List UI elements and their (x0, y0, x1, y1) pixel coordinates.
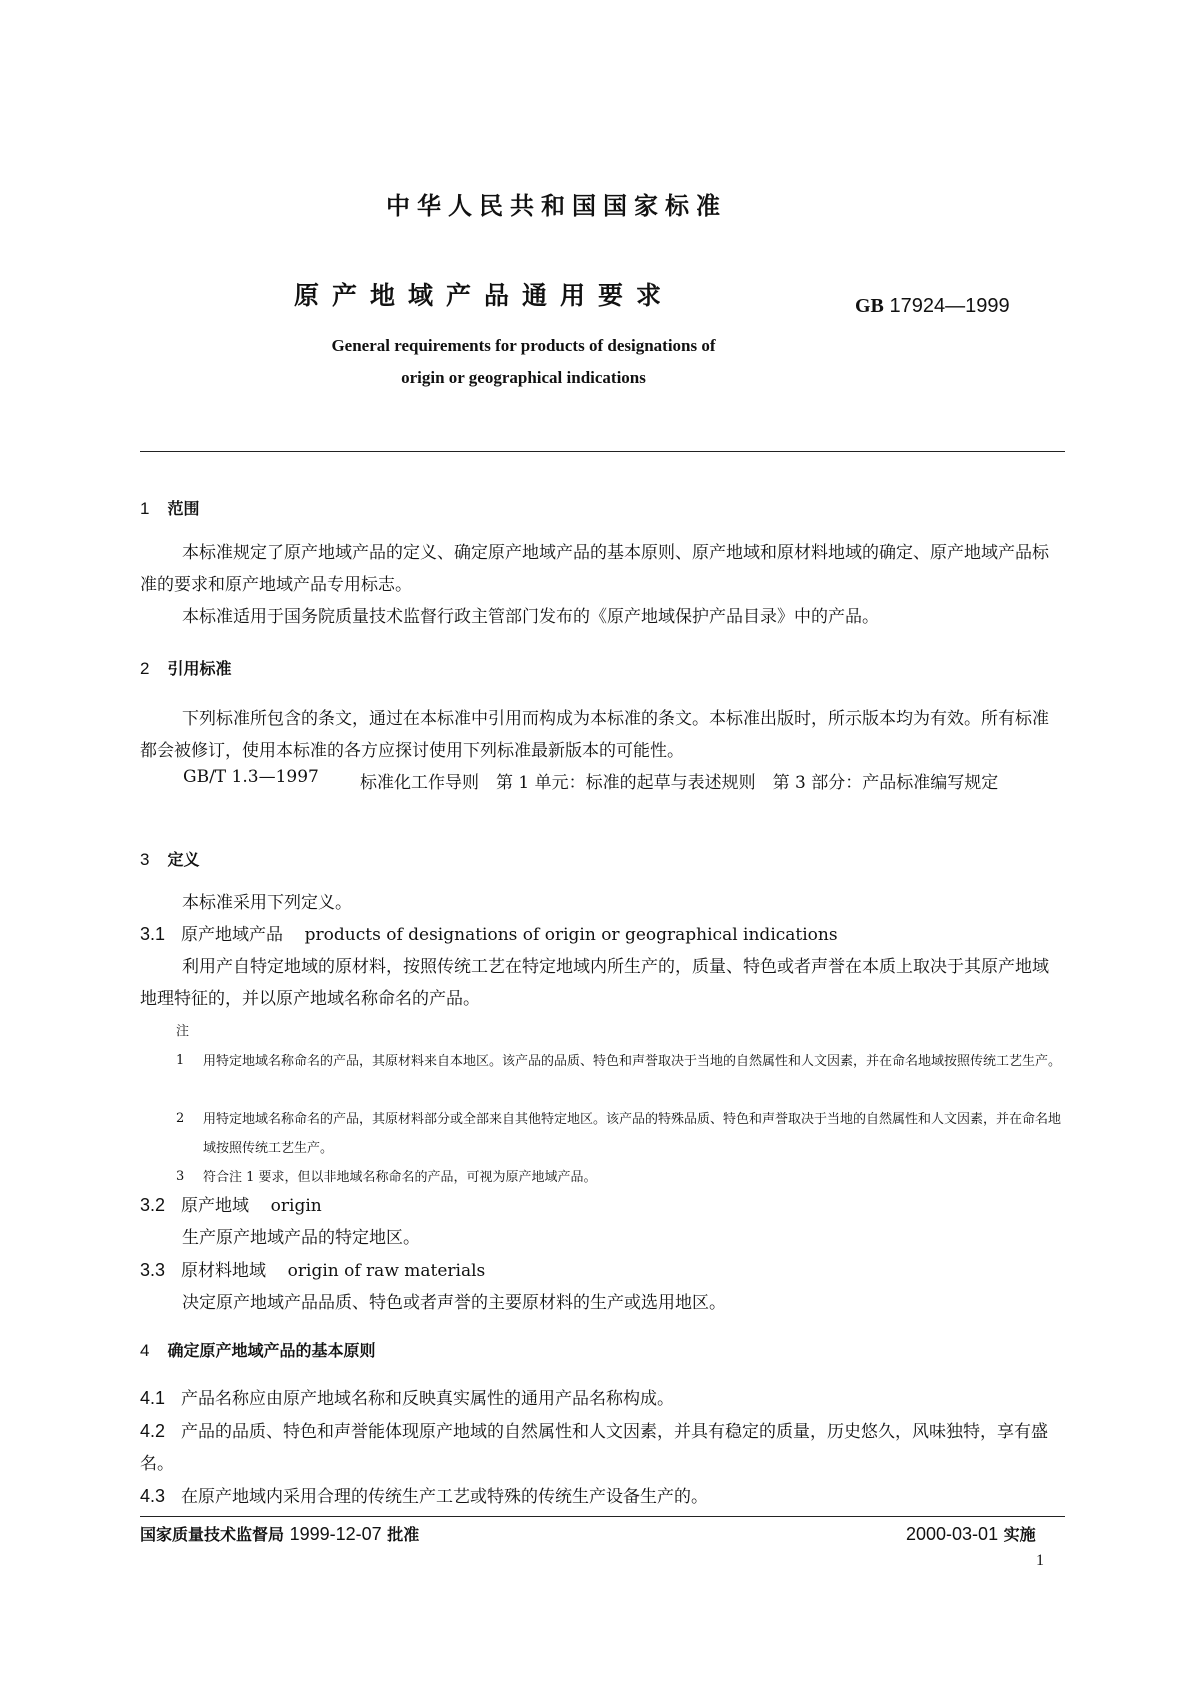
section-4-heading: 4 确定原产地域产品的基本原则 (140, 1341, 376, 1360)
note-label: 注 (176, 1024, 190, 1039)
approval-label: 批准 (387, 1525, 420, 1544)
footer-divider (140, 1516, 1065, 1517)
definition-3-2-heading: 3.2 原产地域 origin (140, 1195, 322, 1216)
clause-4-3: 4.3 在原产地域内采用合理的传统生产工艺或特殊的传统生产设备生产的。 (140, 1486, 709, 1507)
definition-3-1-text: 利用产自特定地域的原材料，按照传统工艺在特定地域内所生产的，质量、特色或者声誉在本质上取决于其原产地域地理特征的，并以原产地域名称命名的产品。 (140, 957, 1049, 1009)
approval-date: 1999-12-07 (289, 1524, 382, 1544)
clause-4-1: 4.1 产品名称应由原产地域名称和反映真实属性的通用产品名称构成。 (140, 1388, 675, 1409)
page-number: 1 (1036, 1552, 1044, 1569)
section-3-heading: 3 定义 (140, 850, 200, 869)
note-1-number: 1 (176, 1053, 185, 1068)
gb-prefix: GB (855, 295, 884, 317)
definition-3-2-en: origin (270, 1196, 322, 1216)
section-1-paragraph-1: 本标准规定了原产地域产品的定义、确定原产地域产品的基本原则、原产地域和原材料地域的确定、原产地域产品标准的要求和原产地域产品专用标志。 (140, 543, 1049, 595)
definition-3-3-text: 决定原产地域产品品质、特色或者声誉的主要原材料的生产或选用地区。 (182, 1293, 726, 1313)
section-1-paragraph-2: 本标准适用于国务院质量技术监督行政主管部门发布的《原产地域保护产品目录》中的产品。 (182, 607, 879, 627)
definition-3-2-text: 生产原产地域产品的特定地区。 (182, 1228, 420, 1248)
note-3-number: 3 (176, 1169, 185, 1184)
gb-number: 17924—1999 (889, 295, 1010, 317)
header-divider (140, 451, 1065, 452)
note-3-text: 符合注 1 要求，但以非地域名称命名的产品，可视为原产地域产品。 (203, 1170, 597, 1185)
national-standard-heading: 中华人民共和国国家标准 (386, 192, 727, 220)
issuer: 国家质量技术监督局 (140, 1525, 285, 1544)
effective-date: 2000-03-01 (906, 1524, 999, 1544)
definition-3-1-en: products of designations of origin or geographical indications (304, 925, 838, 945)
note-2-text: 用特定地域名称命名的产品，其原材料部分或全部来自其他特定地区。该产品的特殊品质、特色和声誉取决于当地的自然属性和人文因素，并在命名地域按照传统工艺生产。 (203, 1112, 1062, 1156)
document-title-en-line1: General requirements for products of designations of (331, 336, 716, 355)
standard-number (855, 295, 1010, 318)
reference-standard-title: 标准化工作导则 第 1 单元：标准的起草与表述规则 第 3 部分：产品标准编写规定 (360, 773, 999, 793)
definition-3-3-en: origin of raw materials (287, 1261, 486, 1281)
clause-4-2: 4.2 产品的品质、特色和声誉能体现原产地域的自然属性和人文因素，并具有稳定的质量，历史悠久，风味独特，享有盛名。 (140, 1421, 1049, 1474)
document-title-cn: 原产地域产品通用要求 (294, 281, 675, 310)
note-2-number: 2 (176, 1111, 185, 1126)
section-2-paragraph: 下列标准所包含的条文，通过在本标准中引用而构成为本标准的条文。本标准出版时，所示版本均为有效。所有标准都会被修订，使用本标准的各方应探讨使用下列标准最新版本的可能性。 (140, 709, 1049, 761)
section-1-heading: 1 范围 (140, 499, 200, 518)
reference-standard-code: GB/T 1.3—1997 (183, 767, 319, 787)
approval-line (140, 1522, 419, 1545)
effective-label: 实施 (1003, 1525, 1036, 1544)
section-2-heading: 2 引用标准 (140, 659, 232, 678)
effective-line (906, 1522, 1036, 1545)
section-3-intro: 本标准采用下列定义。 (182, 893, 352, 913)
definition-3-1-heading: 3.1 原产地域产品 products of designations of origin or geographical indications (140, 924, 838, 945)
note-1-text: 用特定地域名称命名的产品，其原材料来自本地区。该产品的品质、特色和声誉取决于当地的自然属性和人文因素，并在命名地域按照传统工艺生产。 (203, 1054, 1062, 1069)
definition-3-3-heading: 3.3 原材料地域 origin of raw materials (140, 1260, 486, 1281)
document-title-en-line2: origin or geographical indications (401, 368, 646, 387)
